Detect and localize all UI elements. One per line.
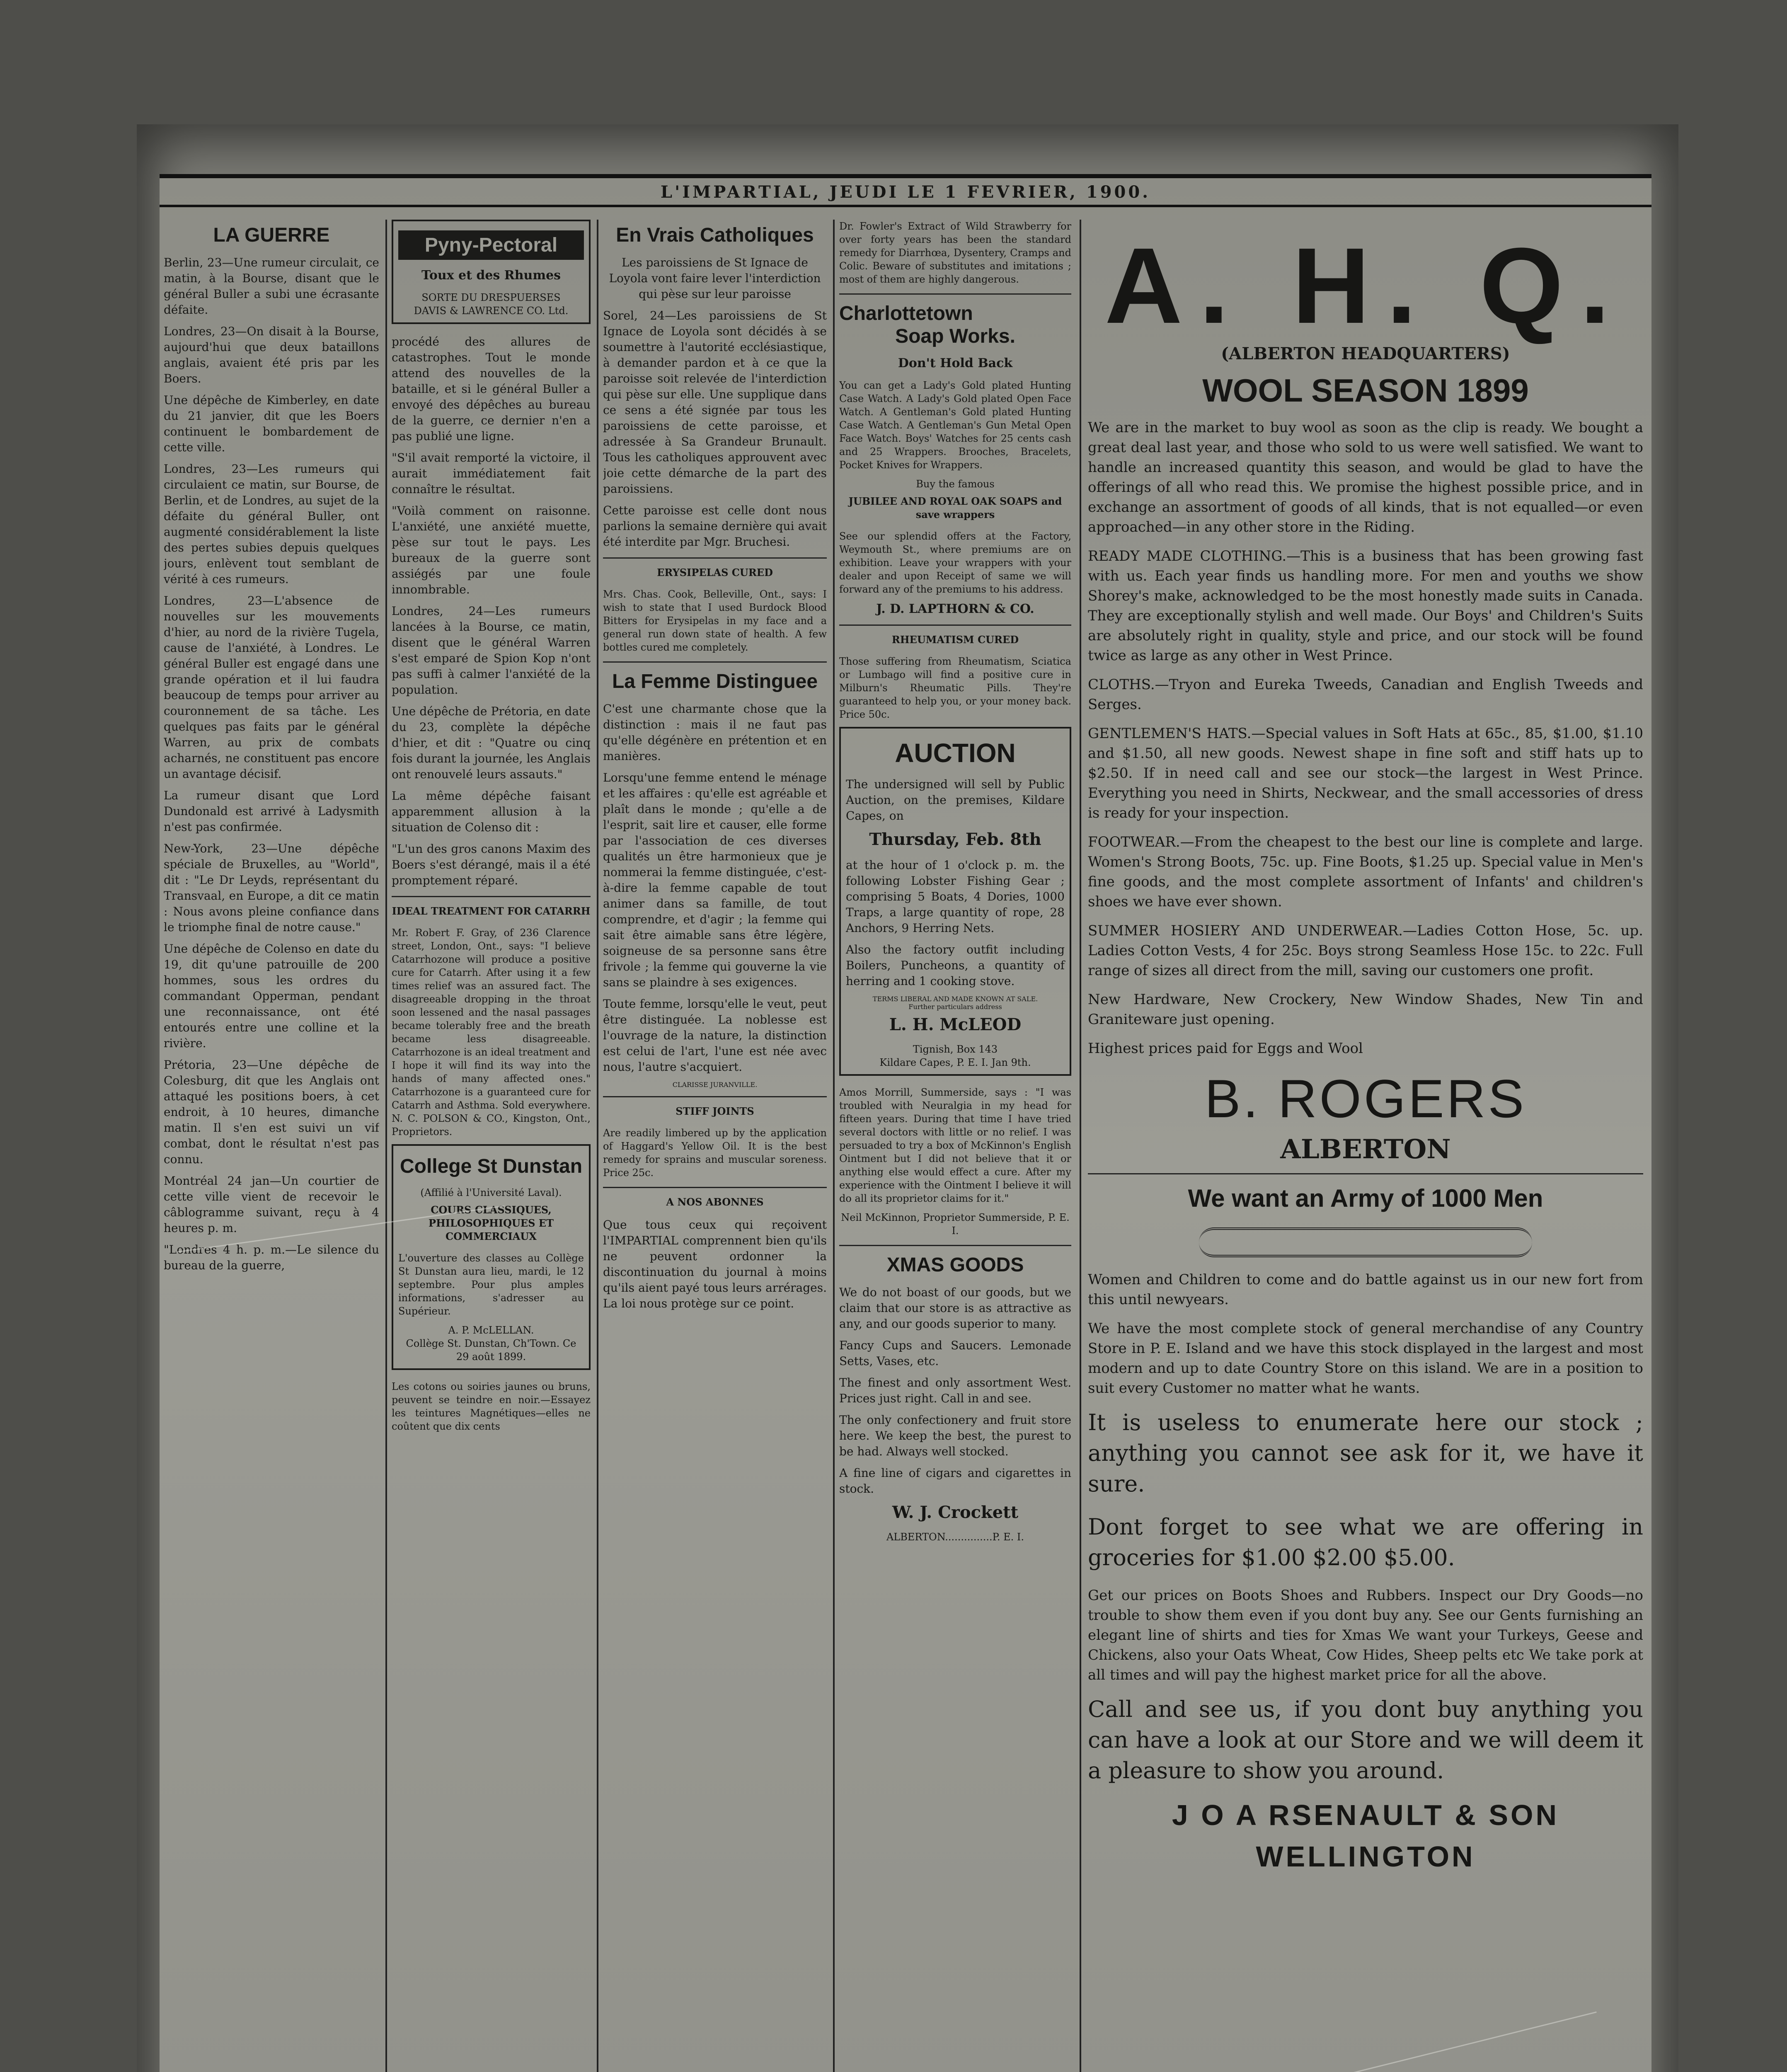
soap-works-title: Charlottetown: [839, 303, 973, 324]
auction-title: AUCTION: [895, 738, 1016, 768]
arsenault-lead: It is useless to enumerate here our stock ; anything you cannot see ask for it, we have it sure.: [1088, 1409, 1643, 1497]
ahq-paragraph: We are in the market to buy wool as soon as the clip is ready. We bought a great deal last year, and those who sold to us were well satisfied. We want to handle an increased quantity this season, and would be glad to have the offerings of all who read this. We promise the highest possible price, and in exchange an assortment of goods of all kinds, that is not equalled—or even approached—in any other store in the Riding.: [1088, 419, 1643, 535]
dye-notice: Les cotons ou soiries jaunes ou bruns, peuvent se teindre en noir.—Essayez les teintures Magnétiques—elles ne coûtent que dix cents: [392, 1381, 591, 1432]
article-paragraph: Prétoria, 23—Une dépêche de Colesburg, dit que les Anglais ont attaqué les positions boers, à cet endroit, à 10 heures, dimanche matin. Il s'en est suivi un vif combat, dont le résultat n'est pas connu.: [164, 1058, 379, 1166]
article-paragraph: Toute femme, lorsqu'elle le veut, peut être distinguée. La noblesse est l'ouvrage de la nature, la distinction est celui de l'art, l'une est née avec nous, l'autre s'acquiert.: [603, 997, 827, 1074]
ahq-paragraph: SUMMER HOSIERY AND UNDERWEAR.—Ladies Cotton Hose, 5c. up. Ladies Cotton Vests, 4 for 25c. Boys strong Seamless Hose 15c. to 22c. Full range of sizes all direct from the mill, saving our customers one profit.: [1088, 922, 1643, 979]
abonnes-title: A NOS ABONNES: [666, 1196, 764, 1208]
rogers-name: B. ROGERS: [1204, 1068, 1527, 1129]
soap-signature: J. D. LAPTHORN & CO.: [876, 602, 1034, 616]
college-text: L'ouverture des classes au Collège St Dunstan aura lieu, mardi, le 12 septembre. Pour plus amples informations, s'adresser au Supérieur.: [398, 1252, 584, 1317]
ahq-subtitle: (ALBERTON HEADQUARTERS): [1221, 344, 1510, 363]
divider: [603, 557, 827, 559]
stiff-joints-text: Are readily limbered up by the application of Haggard's Yellow Oil. It is the best remedy for sprains and muscular soreness. Price 25c.: [603, 1127, 827, 1179]
divider: [839, 293, 1071, 295]
ornament-flourish: [1199, 1227, 1532, 1257]
soap-brand: JUBILEE AND ROYAL OAK SOAPS and save wrappers: [848, 495, 1062, 520]
xmas-place: ALBERTON...............P. E. I.: [886, 1531, 1024, 1543]
article-paragraph: La rumeur disant que Lord Dundonald est arrivé à Ladysmith n'est pas confirmée.: [164, 789, 379, 834]
college-place: Collège St. Dunstan, Ch'Town. Ce 29 août 1899.: [406, 1338, 576, 1363]
divider: [603, 661, 827, 663]
erysipelas-text: Mrs. Chas. Cook, Belleville, Ont., says: I wish to state that I used Burdock Blood Bitters for Erysipelas in my face and a general run down state of health. A few bottles cured me completely.: [603, 588, 827, 653]
divider: [1088, 1173, 1643, 1174]
pyny-pectoral-maker: DAVIS & LAWRENCE CO. Ltd.: [414, 305, 569, 317]
arsenault-place: WELLINGTON: [1256, 1840, 1475, 1873]
abonnes-text: Que tous ceux qui reçoivent l'IMPARTIAL comprennent bien qu'ils ne peuvent ordonner la discontinuation du journal à moins qu'ils aient payé tous leurs arrérages. La loi nous protège sur ce point.: [603, 1218, 827, 1310]
vrais-catholiques-title: En Vrais Catholiques: [616, 224, 814, 246]
auction-text: The undersigned will sell by Public Auction, on the premises, Kildare Capes, on: [846, 777, 1065, 823]
rheumatism-title: RHEUMATISM CURED: [891, 634, 1019, 646]
rheumatism-text: Those suffering from Rheumatism, Sciatica or Lumbago will find a positive cure in Milburn's Rheumatic Pills. They're guaranteed to help you, or your money back. Price 50c.: [839, 656, 1071, 720]
auction-further: Further particulars address: [908, 1003, 1002, 1011]
ahq-title: A. H. Q.: [1104, 226, 1627, 346]
auction-terms: TERMS LIBERAL AND MADE KNOWN AT SALE.: [872, 995, 1038, 1003]
article-paragraph: Cette paroisse est celle dont nous parlions la semaine dernière qui avait été interdite par Mgr. Bruchesi.: [603, 503, 827, 549]
ahq-paragraph: New Hardware, New Crockery, New Window Shades, New Tin and Graniteware just opening.: [1088, 991, 1643, 1028]
auction-text3: Also the factory outfit including Boilers, Puncheons, a quantity of herring and 1 cooking stove.: [846, 943, 1065, 988]
auction-name: L. H. McLEOD: [889, 1015, 1022, 1034]
wool-season-title: WOOL SEASON 1899: [1202, 372, 1529, 409]
article-paragraph: Une dépêche de Prétoria, en date du 23, complète la dépêche d'hier, et dit : "Quatre ou cinq fois durant la journée, les Anglais ont renouvelé leurs assauts.": [392, 704, 591, 781]
column-four: [839, 220, 1071, 2072]
auction-address: Tignish, Box 143: [913, 1043, 998, 1055]
xmas-paragraph: Fancy Cups and Saucers. Lemonade Setts, Vases, etc.: [839, 1339, 1071, 1368]
auction-ad: [839, 727, 1071, 1076]
soap-buy: Buy the famous: [916, 478, 995, 490]
divider: [392, 896, 591, 897]
article-paragraph: La même dépêche faisant apparemment allusion à la situation de Colenso dit :: [392, 789, 591, 834]
arsenault-paragraph: We have the most complete stock of general merchandise of any Country Store in P. E. Island and we have this stock displayed in the largest and most modern and up to date Country Store on this island. We are in a position to suit every Customer no matter what he wants.: [1088, 1320, 1643, 1397]
column-separator: [385, 220, 387, 2072]
column-five-ads: [1088, 220, 1643, 2072]
xmas-paragraph: We do not boast of our goods, but we claim that our store is as attractive as any, and our goods superior to many.: [839, 1285, 1071, 1331]
ahq-paragraph: GENTLEMEN'S HATS.—Special values in Soft Hats at 65c., 85, $1.00, $1.10 and $1.50, all new goods. Newest shape in fine soft and stiff hats up to $2.50. If in need call and see our stock—the largest in West Prince. Everything you need in Shirts, Neckwear, and the small accessories of dress is ready for your inspection.: [1088, 725, 1643, 821]
article-paragraph: Berlin, 23—Une rumeur circulait, ce matin, à la Bourse, disant que le général Buller a subi une écrasante défaite.: [164, 256, 379, 317]
article-paragraph: "Londres 4 h. p. m.—Le silence du bureau de la guerre,: [164, 1243, 379, 1272]
erysipelas-title: ERYSIPELAS CURED: [657, 566, 773, 579]
article-paragraph: Lorsqu'une femme entend le ménage et les affaires : qu'elle est agréable et plaît dans le monde ; qu'elle a de l'esprit, sait lire et causer, elle forme par l'association de ces diverses qualités un être harmonieux que je nommerai la femme distinguée, c'est-à-dire la femme capable de tout animer dans sa famille, de tout comprendre, et d'agir ; la femme qui sait être aimable sans être légère, soigneuse de sa personne sans être frivole ; la femme qui gouverne la vie sans se plaindre à ses exigences.: [603, 771, 827, 989]
pyny-pectoral-title: Pyny-Pectoral: [398, 230, 584, 260]
divider: [603, 1096, 827, 1097]
column-two: [392, 220, 591, 2072]
morrill-signature: Neil McKinnon, Proprietor Summerside, P. E. I.: [841, 1212, 1070, 1237]
arsenault-paragraph: Get our prices on Boots Shoes and Rubbers. Inspect our Dry Goods—no trouble to show them even if you dont buy any. See our Gents furnishing an elegant line of shirts and ties for Xmas We want your Turkeys, Geese and Chickens, also your Oats Wheat, Cow Hides, Sheep pelts etc We take pork at all times and will pay the highest market price for all the above.: [1088, 1587, 1643, 1683]
divider: [839, 1245, 1071, 1246]
college-ad: [392, 1144, 591, 1370]
ahq-paragraph: CLOTHS.—Tryon and Eureka Tweeds, Canadian and English Tweeds and Serges.: [1088, 676, 1643, 713]
xmas-goods-title: XMAS GOODS: [886, 1254, 1024, 1276]
soap-works-text: You can get a Lady's Gold plated Hunting Case Watch. A Lady's Gold plated Open Face Watch. A Gentleman's Gold plated Hunting Case Watch. A Gentleman's Gun Metal Open Face Watch. Boys' Watches for 25 cents cash and 25 Wrappers. Brooches, Bracelets, Pocket Knives for Wrappers.: [839, 380, 1071, 471]
auction-text2: at the hour of 1 o'clock p. m. the following Lobster Fishing Gear ; comprising 5 Boats, 4 Dories, 1000 Traps, a large quantity of rope, 28 Anchors, 9 Herring Nets.: [846, 858, 1065, 935]
ahq-paragraph: FOOTWEAR.—From the cheapest to the best our line is complete and large. Women's Strong Boots, 75c. up. Fine Boots, $1.25 up. Special value in Men's fine goods, and the most complete assortment of Infants' and children's shoes we have ever shown.: [1088, 834, 1643, 910]
arsenault-lead: Call and see us, if you dont buy anything you can have a look at our Store and we will deem it a pleasure to show you around.: [1088, 1696, 1643, 1784]
article-paragraph: "L'un des gros canons Maxim des Boers s'est dérangé, mais il a été promptement réparé.: [392, 842, 591, 887]
article-paragraph: Sorel, 24—Les paroissiens de St Ignace de Loyola sont décidés à se soumettre à l'autorité ecclésiastique, à demander pardon et à ce que la paroisse soit relevée de l'interdiction qui pèse sur elle. Une supplique dans ce sens a été signée par tous les paroissiens de cette paroisse, et adressée à Sa Grandeur Brunault. Tous les catholiques approuvent avec joie cette démarche de la part des paroissiens.: [603, 309, 827, 496]
army-headline: We want an Army of 1000 Men: [1188, 1184, 1543, 1212]
stiff-joints-title: STIFF JOINTS: [676, 1105, 754, 1117]
auction-place: Kildare Capes, P. E. I. Jan 9th.: [879, 1057, 1031, 1068]
auction-date: Thursday, Feb. 8th: [869, 830, 1041, 849]
xmas-paragraph: The only confectionery and fruit store here. We keep the best, the purest to be had. Always well stocked.: [839, 1413, 1071, 1458]
morrill-text: Amos Morrill, Summerside, says : "I was troubled with Neuralgia in my head for fifteen years. During that time I have tried several doctors with little or no relief. I was persuaded to try a box of McKinnon's English Ointment but I did not believe that it or anything else would effect a cure. After my experience with the Ointment I believe it will do all its proprietor claims for it.": [839, 1087, 1071, 1204]
page-header: L'IMPARTIAL, JEUDI LE 1 FEVRIER, 1900.: [660, 182, 1151, 202]
article-signature: CLARISSE JURANVILLE.: [672, 1081, 758, 1089]
soap-more: See our splendid offers at the Factory, Weymouth St., where premiums are on exhibition. Leave your wrappers with your dealer and upon Receipt of same we will forward any of the premiums to his address.: [839, 530, 1071, 595]
article-paragraph: Une dépêche de Kimberley, en date du 21 janvier, dit que les Boers continuent le bombardement de cette ville.: [164, 393, 379, 454]
column-la-guerre: [164, 220, 379, 2072]
column-separator: [597, 220, 598, 2072]
la-guerre-title: LA GUERRE: [213, 224, 330, 246]
newspaper-page: [160, 174, 1651, 2072]
article-paragraph: Londres, 23—L'absence de nouvelles sur les mouvements d'hier, au nord de la rivière Tugela, cause de l'anxiété, à Londres. Le général Buller est engagé dans une grande opération et il lui faudra beaucoup de temps pour arriver au couronnement de sa tâche. Les quelques pas faits par le général Warren, au prix de combats acharnés, ne constituent pas encore un avantage décisif.: [164, 594, 379, 781]
article-lead: Les paroissiens de St Ignace de Loyola vont faire lever l'interdiction qui pèse sur leur paroisse: [609, 256, 821, 301]
article-paragraph: C'est une charmante chose que la distinction : mais il ne faut pas qu'elle dégénère en prétention et en manières.: [603, 702, 827, 763]
catarrh-title: IDEAL TREATMENT FOR CATARRH: [392, 905, 591, 917]
soap-works-subtitle: Don't Hold Back: [898, 356, 1013, 370]
pyny-pectoral-subtitle: Toux et des Rhumes: [421, 268, 561, 283]
article-paragraph: Londres, 23—Les rumeurs qui circulaient ce matin, sur Bourse, de Berlin, et de Londres, au sujet de la défaite du général Buller, ont augmenté considérablement la liste des pertes subies depuis quelques jours, enlèvent tout semblant de vérité à ces rumeurs.: [164, 462, 379, 586]
column-separator: [1080, 220, 1081, 2072]
femme-distinguee-title: La Femme Distinguee: [612, 670, 818, 692]
catarrh-text: Mr. Robert F. Gray, of 236 Clarence street, London, Ont., says: "I believe Catarrhozone will produce a positive cure for Catarrh. After using it a few times relief was an assured fact. The disagreeable dropping in the throat soon lessened and the nasal passages became tolerably free and the breath became less disagreeable. Catarrhozone is an ideal treatment and I hope it will find its way into the hands of many affected ones." Catarrhozone is a guaranteed cure for Catarrh and Asthma. Sold everywhere. N. C. POLSON & CO., Kingston, Ont., Proprietors.: [392, 927, 591, 1138]
college-subtitle: (Affilié à l'Université Laval).: [420, 1187, 562, 1198]
college-heading: COURS CLASSIQUES, PHILOSOPHIQUES ET COMMERCIAUX: [429, 1204, 554, 1242]
divider: [603, 1187, 827, 1188]
article-paragraph: procédé des allures de catastrophes. Tout le monde attend des nouvelles de la bataille, et si le général Buller a envoyé des dépêches au bureau de la guerre, ce dernier n'en a pas publié une ligne.: [392, 335, 591, 443]
article-paragraph: New-York, 23—Une dépêche spéciale de Bruxelles, au "World", dit : "Le Dr Leyds, représentant du Transvaal, en Europe, a dit ce matin : Nous avons pleine confiance dans le triomphe final de notre cause.": [164, 842, 379, 934]
xmas-paragraph: A fine line of cigars and cigarettes in stock.: [839, 1466, 1071, 1496]
article-paragraph: Une dépêche de Colenso en date du 19, dit qu'une patrouille de 200 hommes, sous les ordres du commandant Opperman, pendant une reconnaissance, ont été entourés entre une colline et la rivière.: [164, 942, 379, 1050]
fowler-text: Dr. Fowler's Extract of Wild Strawberry for over forty years has been the standard remedy for Diarrhœa, Dysentery, Cramps and Colic. Beware of substitutes and imitations ; most of them are highly dangerous.: [839, 220, 1071, 285]
college-signature: A. P. McLELLAN.: [448, 1324, 534, 1336]
divider: [839, 625, 1071, 626]
article-paragraph: Londres, 23—On disait à la Bourse, aujourd'hui que deux bataillons anglais, avaient été pris par les Boers.: [164, 324, 379, 385]
rogers-place: ALBERTON: [1280, 1134, 1451, 1165]
top-rule: [160, 174, 1651, 178]
arsenault-lead: Dont forget to see what we are offering in groceries for $1.00 $2.00 $5.00.: [1088, 1514, 1643, 1571]
ahq-paragraph: READY MADE CLOTHING.—This is a business that has been growing fast with us. Each year finds us handling more. For men and youths we show Shorey's make, acknowledged to be the most honestly made suits in Canada. They are exceptionally stylish and well made. Our Boys' and Children's Suits are absolutely right in quality, style and price, and our stock will be found twice as large as any other in West Prince.: [1088, 548, 1643, 664]
arsenault-paragraph: Women and Children to come and do battle against us in our new fort from this until newyears.: [1088, 1271, 1643, 1308]
article-paragraph: Montréal 24 jan—Un courtier de cette ville vient de recevoir le câblogramme suivant, reçu à 4 heures p. m.: [164, 1174, 379, 1235]
article-paragraph: Londres, 24—Les rumeurs lancées à la Bourse, ce matin, disent que le général Warren s'est emparé de Spion Kop n'ont pas suffi à calmer l'anxiété de la population.: [392, 604, 591, 697]
ahq-paragraph: Highest prices paid for Eggs and Wool: [1088, 1040, 1363, 1057]
college-title: College St Dunstan: [400, 1155, 583, 1177]
pyny-pectoral-ad: [392, 220, 591, 324]
column-three: [603, 220, 827, 2072]
xmas-paragraph: The finest and only assortment West. Prices just right. Call in and see.: [839, 1376, 1071, 1405]
header-rule: [160, 205, 1651, 207]
article-paragraph: "Voilà comment on raisonne. L'anxiété, une anxiété muette, pèse sur tout le pays. Les bureaux de la guerre sont assiégés par une foule innombrable.: [392, 504, 591, 596]
column-separator: [833, 220, 835, 2072]
pyny-pectoral-small: SORTE DU DRESPUERSES: [421, 292, 561, 303]
soap-works-title2: Soap Works.: [895, 325, 1015, 347]
arsenault-signature: J O A RSENAULT & SON: [1172, 1799, 1559, 1831]
article-paragraph: "S'il avait remporté la victoire, il aurait immédiatement fait connaître le résultat.: [392, 451, 591, 496]
xmas-signature: W. J. Crockett: [892, 1503, 1019, 1522]
